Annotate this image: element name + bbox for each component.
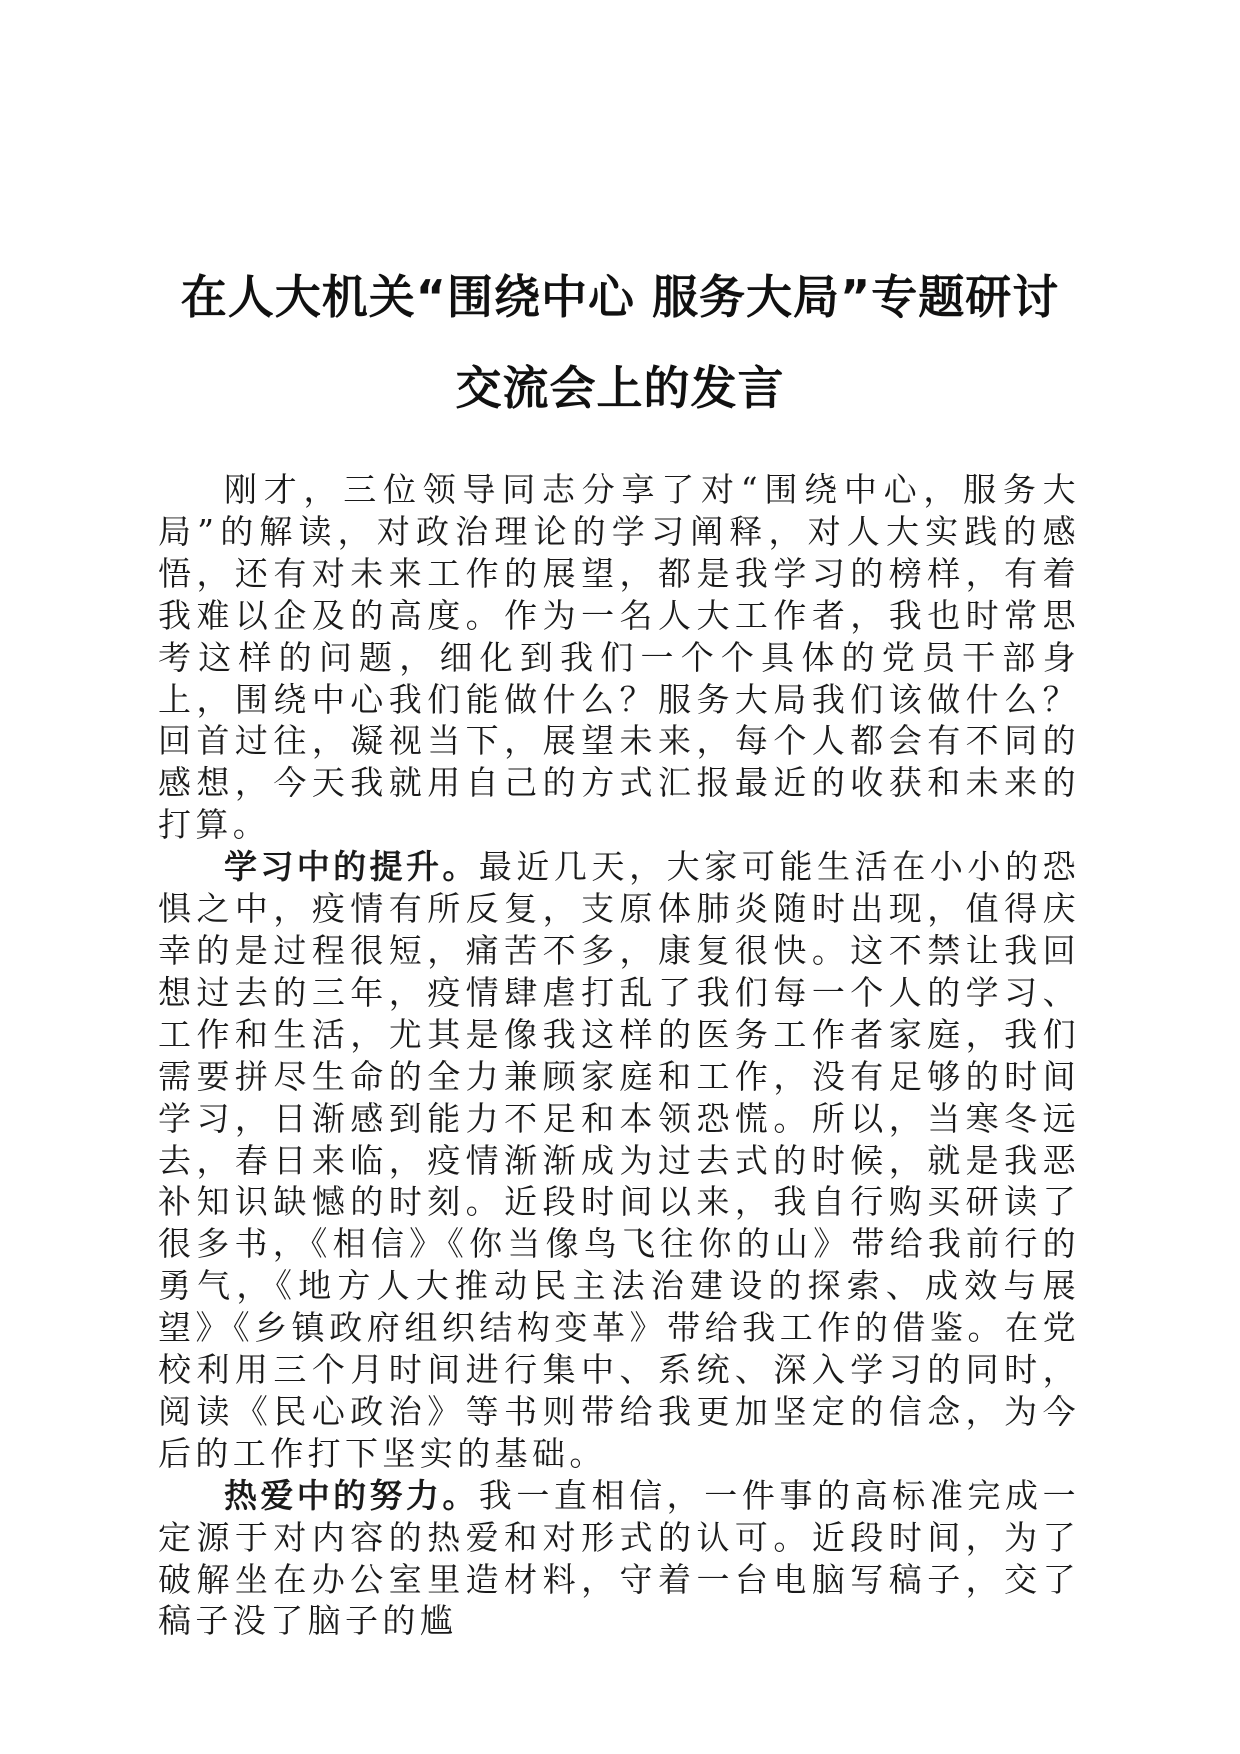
paragraph-intro <box>158 469 1080 846</box>
paragraph-lead-heading: 热爱中的努力。 <box>224 1475 479 1515</box>
paragraph-text: 最近几天，大家可能生活在小小的恐惧之中，疫情有所反复，支原体肺炎随时出现，值得庆幸的是过程很短，痛苦不多，康复很快。这不禁让我回想过去的三年，疫情肆虐打乱了我们每一个人的学习、工作和生活，尤其是像我这样的医务工作者家庭，我们需要拼尽生命的全力兼顾家庭和工作，没有足够的时间学习，日渐感到能力不足和本领恐慌。所以，当寒冬远去，春日来临，疫情渐渐成为过去式的时候，就是我恶补知识缺憾的时刻。近段时间以来，我自行购买研读了很多书，《相信》《你当像鸟飞往你的山》带给我前行的勇气，《地方人大推动民主法治建设的探索、成效与展望》《乡镇政府组织结构变革》带给我工作的借鉴。在党校利用三个月时间进行集中、系统、深入学习的同时，阅读《民心政治》等书则带给我更加坚定的信念，为今后的工作打下坚实的基础。 <box>158 847 1080 1473</box>
paragraph-study <box>158 846 1080 1475</box>
paragraph-passion <box>158 1475 1080 1643</box>
paragraph-lead-heading: 学习中的提升。 <box>224 847 479 887</box>
document-body <box>158 469 1080 1642</box>
paragraph-text: 我一直相信，一件事的高标准完成一定源于对内容的热爱和对形式的认可。近段时间，为了破解坐在办公室里造材料，守着一台电脑写稿子，交了稿子没了脑子的尴 <box>158 1475 1080 1641</box>
document-title <box>155 252 1085 434</box>
title-line-1: 在人大机关“围绕中心 服务大局”专题研讨 <box>180 270 1060 324</box>
paragraph-text: 刚才，三位领导同志分享了对“围绕中心，服务大局”的解读，对政治理论的学习阐释，对人大实践的感悟，还有对未来工作的展望，都是我学习的榜样，有着我难以企及的高度。作为一名人大工作者，我也时常思考这样的问题，细化到我们一个个具体的党员干部身上，围绕中心我们能做什么？服务大局我们该做什么？回首过往，凝视当下，展望未来，每个人都会有不同的感想，今天我就用自己的方式汇报最近的收获和未来的打算。 <box>158 470 1080 845</box>
title-line-2: 交流会上的发言 <box>455 361 785 415</box>
